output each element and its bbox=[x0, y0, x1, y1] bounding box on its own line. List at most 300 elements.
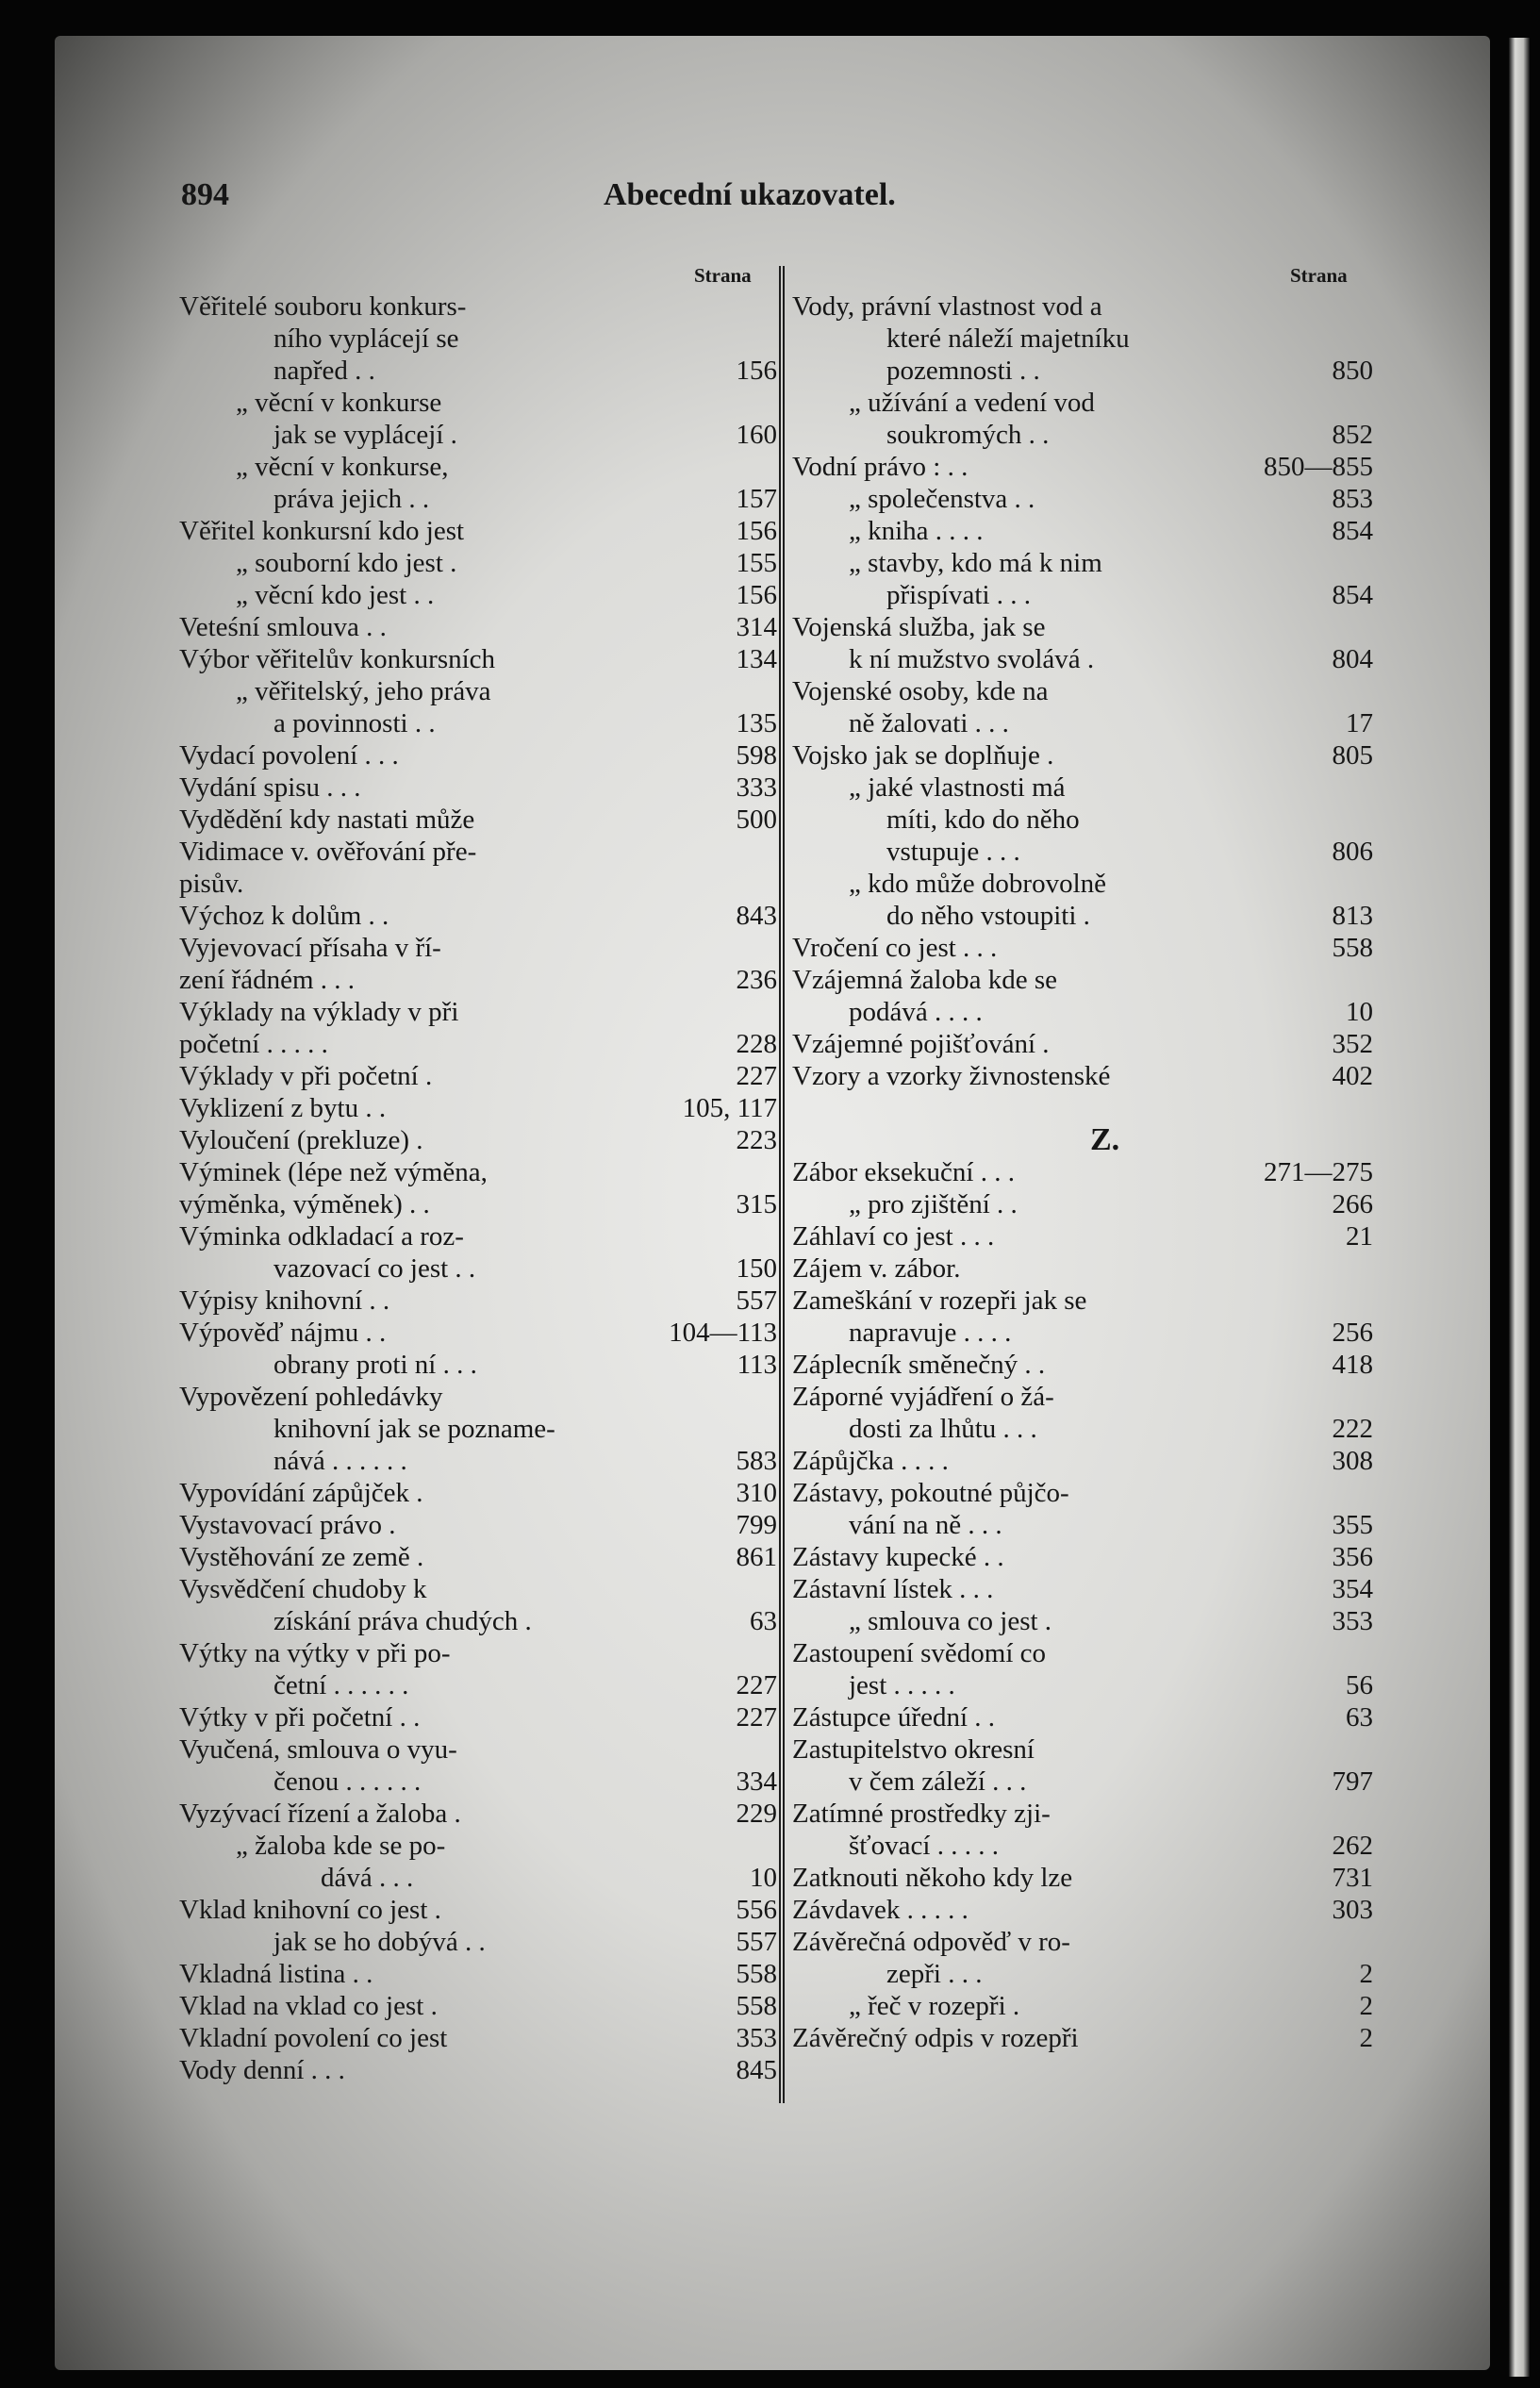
index-entry bbox=[779, 868, 1383, 900]
index-entry-page: 598 bbox=[736, 740, 777, 771]
index-entry bbox=[179, 1766, 783, 1798]
index-entry-text: Vodní právo : . . bbox=[792, 452, 969, 482]
index-entry-text: soukromých . . bbox=[886, 420, 1050, 450]
index-entry-text: Vyjevovací přísaha v ří- bbox=[179, 933, 441, 963]
section-letter-heading: Z. bbox=[1090, 1122, 1120, 1157]
index-entry-text: Vyklizení z bytu . . bbox=[179, 1093, 387, 1123]
index-entry-text: Výtky v při početní . . bbox=[179, 1702, 421, 1733]
index-entry bbox=[779, 1028, 1383, 1060]
index-entry-text: Věřitelé souboru konkurs- bbox=[179, 291, 467, 322]
index-entry-text: Výminek (lépe než výměna, bbox=[179, 1157, 488, 1187]
index-entry bbox=[779, 1477, 1383, 1509]
index-entry-text: dává . . . bbox=[321, 1863, 414, 1893]
index-entry bbox=[779, 1445, 1383, 1477]
index-entry bbox=[779, 1830, 1383, 1862]
index-entry bbox=[779, 836, 1383, 868]
index-entry-text: Zástavy, pokoutné půjčo- bbox=[792, 1478, 1069, 1508]
index-entry-text: obrany proti ní . . . bbox=[273, 1350, 477, 1380]
index-entry bbox=[779, 1798, 1383, 1830]
index-entry-text: Zatknouti někoho kdy lze bbox=[792, 1863, 1073, 1893]
index-entry bbox=[779, 1220, 1383, 1252]
index-entry bbox=[779, 643, 1383, 675]
index-entry bbox=[179, 515, 783, 547]
index-entry-page: 266 bbox=[1332, 1189, 1373, 1219]
index-entry-text: Zástupce úřední . . bbox=[792, 1702, 996, 1733]
index-entry-page: 229 bbox=[736, 1799, 777, 1829]
index-entry-page: 63 bbox=[750, 1606, 777, 1636]
index-entry bbox=[779, 1766, 1383, 1798]
index-entry-text: ně žalovati . . . bbox=[849, 708, 1009, 738]
index-entry-text: Vidimace v. ověřování pře- bbox=[179, 837, 477, 867]
index-entry bbox=[779, 1349, 1383, 1381]
index-entry-text: Záporné vyjádření o žá- bbox=[792, 1382, 1054, 1412]
index-entry-text: Veteśní smlouva . . bbox=[179, 612, 387, 642]
index-entry-page: 157 bbox=[736, 484, 777, 514]
index-entry bbox=[779, 804, 1383, 836]
index-entry-text: Zastoupení svědomí co bbox=[792, 1638, 1047, 1668]
index-entry-page: 10 bbox=[750, 1863, 777, 1893]
index-entry-page: 227 bbox=[736, 1061, 777, 1091]
index-entry-page: 797 bbox=[1332, 1766, 1373, 1797]
index-entry bbox=[179, 1477, 783, 1509]
index-entry-text: Výtky na výtky v při po- bbox=[179, 1638, 451, 1668]
index-entry bbox=[779, 1605, 1383, 1637]
index-entry bbox=[779, 387, 1383, 419]
index-entry bbox=[179, 1445, 783, 1477]
index-entry-page: 135 bbox=[736, 708, 777, 738]
index-entry-text: které náleží majetníku bbox=[886, 323, 1130, 354]
index-entry-text: Vyučená, smlouva o vyu- bbox=[179, 1734, 457, 1765]
column-header-strana: Strana bbox=[1290, 264, 1348, 287]
index-entry bbox=[179, 1733, 783, 1766]
index-entry-page: 303 bbox=[1332, 1895, 1373, 1925]
index-entry-text: Vojsko jak se doplňuje . bbox=[792, 740, 1054, 771]
index-entry-page: 854 bbox=[1332, 516, 1373, 546]
index-entry-page: 17 bbox=[1346, 708, 1373, 738]
index-entry bbox=[179, 611, 783, 643]
index-entry bbox=[779, 451, 1383, 483]
index-entry-page: 2 bbox=[1359, 1959, 1373, 1989]
index-entry-text: dosti za lhůtu . . . bbox=[849, 1414, 1037, 1444]
index-entry bbox=[179, 1349, 783, 1381]
index-entry-text: míti, kdo do něho bbox=[886, 804, 1080, 835]
index-entry-page: 222 bbox=[1332, 1414, 1373, 1444]
index-entry-page: 134 bbox=[736, 644, 777, 674]
index-entry bbox=[179, 996, 783, 1028]
index-entry bbox=[179, 1669, 783, 1701]
index-entry bbox=[179, 1990, 783, 2022]
index-entry bbox=[179, 1188, 783, 1220]
index-entry-text: Vypovídání zápůjček . bbox=[179, 1478, 423, 1508]
index-entry-page: 850 bbox=[1332, 356, 1373, 386]
index-entry-text: „ společenstva . . bbox=[849, 484, 1035, 514]
index-entry-page: 804 bbox=[1332, 644, 1373, 674]
index-entry-page: 354 bbox=[1332, 1574, 1373, 1604]
index-entry bbox=[779, 1060, 1383, 1092]
index-entry bbox=[779, 1092, 1383, 1124]
index-entry bbox=[179, 387, 783, 419]
index-entry bbox=[779, 1509, 1383, 1541]
index-entry-text: „ smlouva co jest . bbox=[849, 1606, 1052, 1636]
index-entry bbox=[779, 1124, 1383, 1156]
index-entry-text: do něho vstoupiti . bbox=[886, 901, 1090, 931]
index-entry-text: „ kniha . . . . bbox=[849, 516, 984, 546]
index-entry-text: Vzory a vzorky živnostenské bbox=[792, 1061, 1111, 1091]
index-entry-text: jak se vyplácejí . bbox=[273, 420, 457, 450]
index-entry-page: 731 bbox=[1332, 1863, 1373, 1893]
index-entry-text: přispívati . . . bbox=[886, 580, 1032, 610]
index-entry bbox=[179, 1317, 783, 1349]
index-entry-page: 334 bbox=[736, 1766, 777, 1797]
index-entry-text: Vklad knihovní co jest . bbox=[179, 1895, 441, 1925]
index-entry-text: Závěrečná odpověď v ro- bbox=[792, 1927, 1070, 1957]
index-entry-text: Výklady na výklady v při bbox=[179, 997, 459, 1027]
index-entry bbox=[779, 2022, 1383, 2054]
index-entry bbox=[179, 1958, 783, 1990]
index-entry-text: Výminka odkladací a roz- bbox=[179, 1221, 464, 1252]
index-entry bbox=[179, 900, 783, 932]
index-entry-text: Vyloučení (prekluze) . bbox=[179, 1125, 423, 1155]
index-entry bbox=[179, 868, 783, 900]
index-entry bbox=[779, 932, 1383, 964]
index-entry-text: Vydání spisu . . . bbox=[179, 772, 361, 803]
index-entry bbox=[179, 1124, 783, 1156]
index-entry-page: 557 bbox=[736, 1927, 777, 1957]
index-entry bbox=[779, 1156, 1383, 1188]
index-entry-text: Zástavní lístek . . . bbox=[792, 1574, 994, 1604]
index-entry-text: vazovací co jest . . bbox=[273, 1253, 476, 1284]
index-entry-text: „ pro zjištění . . bbox=[849, 1189, 1018, 1219]
index-entry bbox=[779, 547, 1383, 579]
index-entry-text: Vojenské osoby, kde na bbox=[792, 676, 1049, 706]
index-entry-page: 556 bbox=[736, 1895, 777, 1925]
index-entry-page: 353 bbox=[1332, 1606, 1373, 1636]
index-entry-text: „ kdo může dobrovolně bbox=[849, 869, 1107, 899]
index-entry bbox=[179, 1894, 783, 1926]
index-entry-page: 262 bbox=[1332, 1831, 1373, 1861]
index-entry-page: 500 bbox=[736, 804, 777, 835]
index-entry bbox=[779, 1733, 1383, 1766]
index-entry-page: 236 bbox=[736, 965, 777, 995]
index-entry bbox=[779, 996, 1383, 1028]
index-entry-page: 223 bbox=[736, 1125, 777, 1155]
index-entry bbox=[179, 1573, 783, 1605]
index-entry-text: Vzájemná žaloba kde se bbox=[792, 965, 1057, 995]
index-entry-text: Vkladná listina . . bbox=[179, 1959, 373, 1989]
index-entry-page: 843 bbox=[736, 901, 777, 931]
index-entry bbox=[779, 964, 1383, 996]
index-entry bbox=[779, 1862, 1383, 1894]
index-entry bbox=[179, 2054, 783, 2086]
index-entry-page: 813 bbox=[1332, 901, 1373, 931]
index-entry-text: početní . . . . . bbox=[179, 1029, 328, 1059]
index-entry-text: zení řádném . . . bbox=[179, 965, 356, 995]
index-entry-text: ního vyplácejí se bbox=[273, 323, 459, 354]
index-entry bbox=[179, 771, 783, 804]
index-entry bbox=[179, 1381, 783, 1413]
index-entry bbox=[179, 1220, 783, 1252]
index-entry-text: vání na ně . . . bbox=[849, 1510, 1002, 1540]
index-entry-page: 314 bbox=[736, 612, 777, 642]
index-entry-text: Vročení co jest . . . bbox=[792, 933, 998, 963]
index-entry bbox=[779, 739, 1383, 771]
index-entry-text: Výbor věřitelův konkursních bbox=[179, 644, 496, 674]
next-page-edge bbox=[1509, 38, 1530, 2377]
index-entry bbox=[179, 675, 783, 707]
index-entry-text: Vysvědčení chudoby k bbox=[179, 1574, 427, 1604]
index-entry bbox=[179, 836, 783, 868]
index-entry-page: 156 bbox=[736, 580, 777, 610]
index-entries-left bbox=[179, 290, 783, 2086]
index-entry-text: Zameškání v rozepři jak se bbox=[792, 1285, 1087, 1316]
index-entry bbox=[179, 1028, 783, 1060]
index-entry bbox=[779, 1701, 1383, 1733]
index-entry bbox=[779, 1990, 1383, 2022]
index-entry-page: 310 bbox=[736, 1478, 777, 1508]
index-entry-page: 418 bbox=[1332, 1350, 1373, 1380]
index-entry-text: Vypovězení pohledávky bbox=[179, 1382, 443, 1412]
index-entry-text: Výpisy knihovní . . bbox=[179, 1285, 390, 1316]
index-entry bbox=[779, 355, 1383, 387]
index-entry bbox=[179, 1605, 783, 1637]
index-entry-text: Závdavek . . . . . bbox=[792, 1895, 969, 1925]
index-entry-text: „ žaloba kde se po- bbox=[236, 1831, 446, 1861]
index-entry-page: 355 bbox=[1332, 1510, 1373, 1540]
index-entry-text: vstupuje . . . bbox=[886, 837, 1020, 867]
index-entry bbox=[779, 1413, 1383, 1445]
index-entry-page: 271—275 bbox=[1264, 1157, 1373, 1187]
index-entry-page: 315 bbox=[736, 1189, 777, 1219]
index-entry-text: Vydací povolení . . . bbox=[179, 740, 399, 771]
index-entry bbox=[179, 1862, 783, 1894]
index-entry-text: Vody denní . . . bbox=[179, 2055, 345, 2085]
index-entry-page: 861 bbox=[736, 1542, 777, 1572]
index-entry-page: 853 bbox=[1332, 484, 1373, 514]
index-entry-page: 227 bbox=[736, 1702, 777, 1733]
index-entry-text: Vkladní povolení co jest bbox=[179, 2023, 448, 2053]
index-entry-text: a povinnosti . . bbox=[273, 708, 436, 738]
index-entry-page: 10 bbox=[1346, 997, 1373, 1027]
index-entry-text: Záhlaví co jest . . . bbox=[792, 1221, 995, 1252]
index-entry-text: jest . . . . . bbox=[849, 1670, 955, 1700]
index-entry bbox=[779, 1285, 1383, 1317]
index-entry-page: 402 bbox=[1332, 1061, 1373, 1091]
index-entry-text: čenou . . . . . . bbox=[273, 1766, 422, 1797]
index-entry bbox=[179, 419, 783, 451]
index-entry-text: pisův. bbox=[179, 869, 244, 899]
page-header bbox=[0, 177, 1540, 224]
index-entry-text: k ní mužstvo svolává . bbox=[849, 644, 1095, 674]
index-entry-text: napřed . . bbox=[273, 356, 375, 386]
index-entry bbox=[779, 1573, 1383, 1605]
index-entry-page: 557 bbox=[736, 1285, 777, 1316]
index-entry bbox=[179, 1060, 783, 1092]
index-entry-text: „ věcní v konkurse, bbox=[236, 452, 449, 482]
index-entry bbox=[179, 547, 783, 579]
index-entry bbox=[779, 290, 1383, 323]
index-entry bbox=[179, 739, 783, 771]
index-entry-text: Výpověď nájmu . . bbox=[179, 1318, 387, 1348]
index-entry-text: Výchoz k dolům . . bbox=[179, 901, 389, 931]
index-entry-text: knihovní jak se pozname- bbox=[273, 1414, 555, 1444]
index-entry bbox=[779, 900, 1383, 932]
index-entry bbox=[179, 1285, 783, 1317]
index-entry-page: 356 bbox=[1332, 1542, 1373, 1572]
index-entry-page: 227 bbox=[736, 1670, 777, 1700]
index-entry-text: „ užívání a vedení vod bbox=[849, 388, 1095, 418]
index-entry bbox=[779, 1381, 1383, 1413]
index-entry-text: Zájem v. zábor. bbox=[792, 1253, 961, 1284]
index-entry-text: Zástavy kupecké . . bbox=[792, 1542, 1004, 1572]
index-entry bbox=[179, 1156, 783, 1188]
index-entry bbox=[779, 483, 1383, 515]
index-entry-page: 583 bbox=[736, 1446, 777, 1476]
index-entry-text: Vody, právní vlastnost vod a bbox=[792, 291, 1102, 322]
index-entry-text: práva jejich . . bbox=[273, 484, 430, 514]
index-entry bbox=[779, 707, 1383, 739]
index-entry bbox=[779, 675, 1383, 707]
index-entry-page: 105, 117 bbox=[682, 1093, 777, 1123]
index-entry-text: „ jaké vlastnosti má bbox=[849, 772, 1066, 803]
index-entry-page: 806 bbox=[1332, 837, 1373, 867]
index-entry-page: 156 bbox=[736, 516, 777, 546]
index-entry bbox=[179, 2022, 783, 2054]
index-entry-text: četní . . . . . . bbox=[273, 1670, 409, 1700]
index-entry-page: 558 bbox=[1332, 933, 1373, 963]
index-entry bbox=[179, 1830, 783, 1862]
index-entry-text: Vystěhování ze země . bbox=[179, 1542, 424, 1572]
index-entry-page: 113 bbox=[737, 1350, 777, 1380]
index-entry bbox=[179, 483, 783, 515]
index-entry bbox=[179, 932, 783, 964]
index-entry-page: 799 bbox=[736, 1510, 777, 1540]
index-entry-text: „ stavby, kdo má k nim bbox=[849, 548, 1102, 578]
index-entry bbox=[179, 804, 783, 836]
index-entry-page: 63 bbox=[1346, 1702, 1373, 1733]
index-entry-text: Zápleсník směnečný . . bbox=[792, 1350, 1046, 1380]
index-entry-text: získání práva chudých . bbox=[273, 1606, 532, 1636]
index-entry-page: 228 bbox=[736, 1029, 777, 1059]
running-title: Abecední ukazovatel. bbox=[604, 177, 896, 212]
index-entry-text: výměnka, výměnek) . . bbox=[179, 1189, 430, 1219]
index-entry bbox=[779, 1188, 1383, 1220]
index-entry-page: 558 bbox=[736, 1959, 777, 1989]
index-entry bbox=[779, 1669, 1383, 1701]
index-entry-text: „ souborní kdo jest . bbox=[236, 548, 457, 578]
index-entry-page: 104—113 bbox=[669, 1318, 777, 1348]
index-entry-text: Zastupitelstvo okresní bbox=[792, 1734, 1035, 1765]
index-entry-page: 150 bbox=[736, 1253, 777, 1284]
index-entry-page: 160 bbox=[736, 420, 777, 450]
index-entry-page: 21 bbox=[1346, 1221, 1373, 1252]
index-entry bbox=[179, 579, 783, 611]
index-entry-page: 852 bbox=[1332, 420, 1373, 450]
index-entry bbox=[179, 323, 783, 355]
index-entry-text: „ věřitelský, jeho práva bbox=[236, 676, 491, 706]
index-entry bbox=[179, 707, 783, 739]
index-entry-page: 333 bbox=[736, 772, 777, 803]
index-entry bbox=[179, 1509, 783, 1541]
index-entries-right bbox=[779, 290, 1383, 2054]
column-header-strana: Strana bbox=[694, 264, 752, 287]
index-entry-text: Zábor eksekuční . . . bbox=[792, 1157, 1015, 1187]
index-entry bbox=[779, 1958, 1383, 1990]
index-entry bbox=[179, 1637, 783, 1669]
index-entry-text: v čem záleží . . . bbox=[849, 1766, 1027, 1797]
index-entry-page: 845 bbox=[736, 2055, 777, 2085]
index-entry bbox=[179, 643, 783, 675]
index-entry bbox=[179, 1092, 783, 1124]
index-entry-page: 850—855 bbox=[1264, 452, 1373, 482]
index-entry bbox=[179, 1413, 783, 1445]
index-entry-text: šťovací . . . . . bbox=[849, 1831, 999, 1861]
index-entry-page: 558 bbox=[736, 1991, 777, 2021]
index-entry bbox=[779, 1317, 1383, 1349]
index-entry-page: 56 bbox=[1346, 1670, 1373, 1700]
index-entry bbox=[779, 1926, 1383, 1958]
index-entry-page: 2 bbox=[1359, 1991, 1373, 2021]
index-entry bbox=[779, 1894, 1383, 1926]
index-entry-text: podává . . . . bbox=[849, 997, 983, 1027]
index-entry-text: nává . . . . . . bbox=[273, 1446, 407, 1476]
index-entry-text: Vyzývací řízení a žaloba . bbox=[179, 1799, 461, 1829]
index-entry bbox=[179, 1541, 783, 1573]
index-entry bbox=[779, 419, 1383, 451]
index-entry bbox=[179, 355, 783, 387]
index-entry-text: Zatímné prostředky zji- bbox=[792, 1799, 1051, 1829]
index-entry-text: Zápůjčka . . . . bbox=[792, 1446, 949, 1476]
index-entry-page: 308 bbox=[1332, 1446, 1373, 1476]
index-entry-page: 256 bbox=[1332, 1318, 1373, 1348]
index-entry-text: „ věcní v konkurse bbox=[236, 388, 442, 418]
index-entry-text: „ řeč v rozepři . bbox=[849, 1991, 1020, 2021]
index-entry-text: zepři . . . bbox=[886, 1959, 983, 1989]
index-entry-text: Věřitel konkursní kdo jest bbox=[179, 516, 465, 546]
index-entry bbox=[179, 290, 783, 323]
index-entry-text: jak se ho dobývá . . bbox=[273, 1927, 486, 1957]
index-entry bbox=[179, 1701, 783, 1733]
index-entry-text: Výklady v při početní . bbox=[179, 1061, 433, 1091]
index-entry bbox=[779, 1541, 1383, 1573]
index-entry-page: 805 bbox=[1332, 740, 1373, 771]
index-entry bbox=[779, 771, 1383, 804]
index-entry-page: 155 bbox=[736, 548, 777, 578]
index-entry bbox=[779, 579, 1383, 611]
index-entry bbox=[179, 1252, 783, 1285]
index-entry-page: 156 bbox=[736, 356, 777, 386]
index-entry bbox=[779, 515, 1383, 547]
index-entry-page: 2 bbox=[1359, 2023, 1373, 2053]
index-entry-text: Vklad na vklad co jest . bbox=[179, 1991, 438, 2021]
index-entry bbox=[779, 611, 1383, 643]
index-entry-text: Závěrečný odpis v rozepři bbox=[792, 2023, 1079, 2053]
index-entry bbox=[779, 323, 1383, 355]
index-entry-text: Vydědění kdy nastati může bbox=[179, 804, 475, 835]
index-entry bbox=[179, 964, 783, 996]
index-entry-text: napravuje . . . . bbox=[849, 1318, 1012, 1348]
index-entry-page: 854 bbox=[1332, 580, 1373, 610]
page-number: 894 bbox=[181, 177, 229, 212]
index-entry-text: pozemnosti . . bbox=[886, 356, 1040, 386]
index-entry-text: Vystavovací právo . bbox=[179, 1510, 396, 1540]
index-entry bbox=[179, 1798, 783, 1830]
index-entry-page: 353 bbox=[736, 2023, 777, 2053]
index-entry bbox=[179, 451, 783, 483]
index-entry bbox=[779, 1252, 1383, 1285]
index-entry-page: 352 bbox=[1332, 1029, 1373, 1059]
index-entry bbox=[779, 1637, 1383, 1669]
index-entry bbox=[179, 1926, 783, 1958]
